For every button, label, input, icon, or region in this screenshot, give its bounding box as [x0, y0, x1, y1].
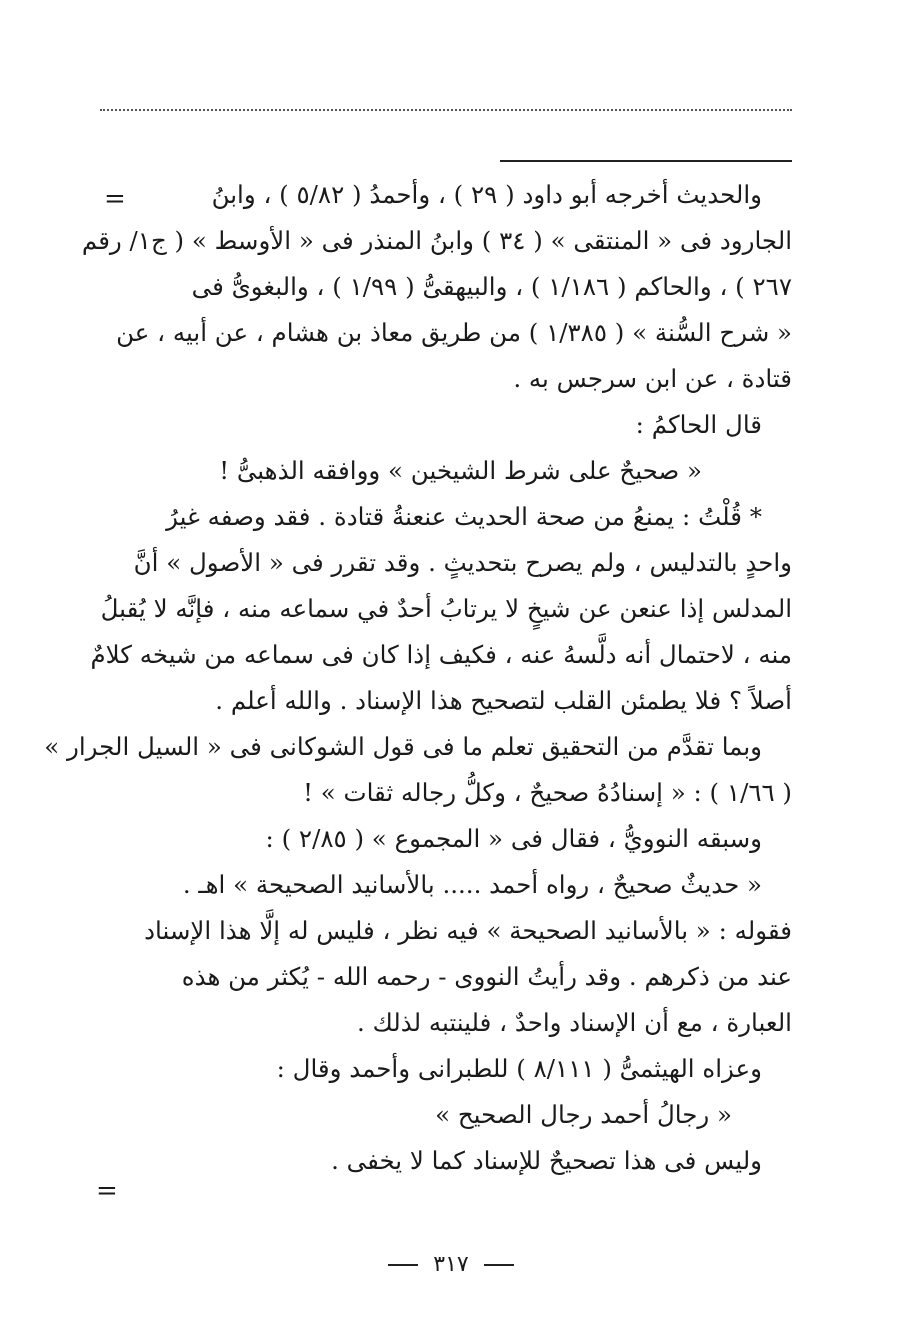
text-line: وسبقه النوويُّ ، فقال فى « المجموع » ( ٢/٨٥ ) :	[265, 824, 762, 853]
text-line: « رجالُ أحمد رجال الصحيح »	[435, 1100, 732, 1129]
continuation-mark-bottom: =	[96, 1176, 118, 1206]
text-line: « شرح السُّنة » ( ١/٣٨٥ ) من طريق معاذ بن هشام ، عن أبيه ، عن	[116, 318, 792, 347]
text-line: فقوله : « بالأسانيد الصحيحة » فيه نظر ، فليس له إلَّا هذا الإسناد	[144, 916, 792, 945]
text-line: « حديثٌ صحيحٌ ، رواه أحمد ..... بالأسانيد الصحيحة » اهـ .	[182, 870, 762, 899]
page-number	[0, 1252, 902, 1277]
footnote-body	[44, 172, 792, 1184]
text-line: أصلاً ؟ فلا يطمئن القلب لتصحيح هذا الإسناد . والله أعلم .	[215, 686, 792, 715]
text-line: المدلس إذا عنعن عن شيخٍ لا يرتابُ أحدٌ في سماعه منه ، فإنَّه لا يُقبلُ	[100, 594, 792, 623]
continuation-mark-top: =	[104, 184, 126, 214]
text-line: وعزاه الهيثمىُّ ( ٨/١١١ ) للطبرانى وأحمد وقال :	[276, 1054, 762, 1083]
text-line: والحديث أخرجه أبو داود ( ٢٩ ) ، وأحمدُ ( ٥/٨٢ ) ، وابنُ	[211, 180, 762, 209]
dotted-separator	[100, 109, 792, 111]
footnote-rule	[500, 160, 792, 162]
text-line: وليس فى هذا تصحيحٌ للإسناد كما لا يخفى .	[331, 1146, 762, 1175]
text-line: الجارود فى « المنتقى » ( ٣٤ ) وابنُ المنذر فى « الأوسط » ( ج١/ رقم	[81, 226, 792, 255]
text-line: واحدٍ بالتدليس ، ولم يصرح بتحديثٍ . وقد تقرر فى « الأصول » أنَّ	[133, 548, 792, 577]
text-line: ( ١/٦٦ ) : « إسنادُهُ صحيحٌ ، وكلُّ رجاله ثقات » !	[303, 778, 792, 807]
page-number-dash	[388, 1264, 418, 1266]
text-line: منه ، لاحتمال أنه دلَّسهُ عنه ، فكيف إذا كان فى سماعه من شيخه كلامٌ	[90, 640, 792, 669]
page-number-text: ٣١٧	[433, 1252, 469, 1277]
text-line: العبارة ، مع أن الإسناد واحدٌ ، فلينتبه لذلك .	[357, 1008, 792, 1037]
text-line: قتادة ، عن ابن سرجس به .	[513, 364, 792, 393]
text-line: * قُلْتُ : يمنعُ من صحة الحديث عنعنةُ قتادة . فقد وصفه غيرُ	[166, 502, 762, 531]
text-line: عند من ذكرهم . وقد رأيتُ النووى - رحمه الله - يُكثر من هذه	[181, 962, 792, 991]
text-line: قال الحاكمُ :	[635, 410, 762, 439]
text-line: وبما تقدَّم من التحقيق تعلم ما فى قول الشوكانى فى « السيل الجرار »	[44, 732, 762, 761]
text-line: « صحيحٌ على شرط الشيخين » ووافقه الذهبىُّ !	[219, 456, 702, 485]
text-line: ٢٦٧ ) ، والحاكم ( ١/١٨٦ ) ، والبيهقىُّ ( ١/٩٩ ) ، والبغوىُّ فى	[191, 272, 792, 301]
page-number-dash	[484, 1264, 514, 1266]
